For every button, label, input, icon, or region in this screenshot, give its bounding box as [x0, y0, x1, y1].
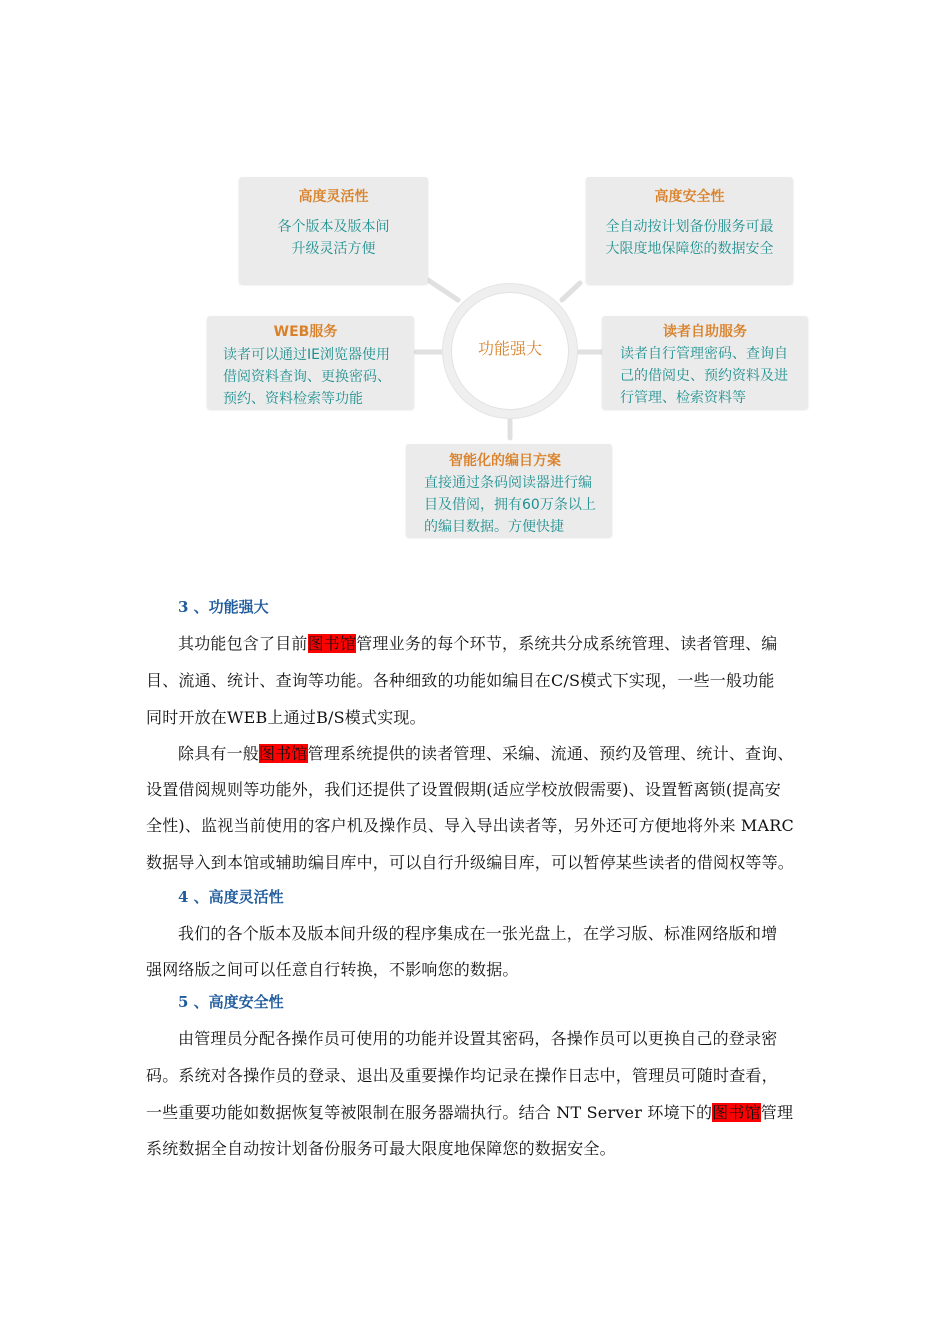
- paragraph-line: 除具有一般图书馆管理系统提供的读者管理、采编、流通、预约及管理、统计、查询、: [178, 744, 794, 763]
- box-text: 全自动按计划备份服务可最 大限度地保障您的数据安全: [605, 219, 774, 257]
- box-web-service: [207, 316, 414, 409]
- box-title: 高度安全性: [654, 189, 725, 205]
- paragraph-line: 数据导入到本馆或辅助编目库中，可以自行升级编目库，可以暂停某些读者的借阅权等等。: [146, 853, 795, 872]
- box-title: 高度灵活性: [298, 189, 369, 205]
- feature-diagram: [0, 0, 950, 560]
- paragraph-line: 一些重要功能如数据恢复等被限制在服务器端执行。结合 NT Server 环境下的图书馆管理: [146, 1103, 794, 1122]
- spoke-top-left: [428, 280, 458, 300]
- highlight-term: 图书馆: [712, 1103, 761, 1122]
- paragraph-line: 全性)、监视当前使用的客户机及操作员、导入导出读者等，另外还可方便地将外来 MARC: [146, 816, 794, 835]
- box-text: 直接通过条码阅读器进行编 目及借阅，拥有60万条以上 的编目数据。方便快捷: [424, 475, 596, 535]
- box-text: 各个版本及版本间 升级灵活方便: [277, 219, 390, 257]
- box-smart-cataloging: [406, 444, 612, 537]
- paragraph-line: 设置借阅规则等功能外，我们还提供了设置假期(适应学校放假需要)、设置暂离锁(提高安: [146, 780, 781, 799]
- box-text: 读者自行管理密码、查询自 己的借阅史、预约资料及进 行管理、检索资料等: [620, 346, 788, 406]
- paragraph-line: 我们的各个版本及版本间升级的程序集成在一张光盘上，在学习版、标准网络版和增: [178, 924, 778, 943]
- spoke-top-right: [562, 283, 580, 300]
- paragraph-line: 其功能包含了目前图书馆管理业务的每个环节，系统共分成系统管理、读者管理、编: [178, 634, 778, 653]
- section-heading-5: 5 、高度安全性: [178, 993, 284, 1011]
- paragraph-line: 由管理员分配各操作员可使用的功能并设置其密码，各操作员可以更换自己的登录密: [178, 1029, 778, 1048]
- paragraph-line: 系统数据全自动按计划备份服务可最大限度地保障您的数据安全。: [146, 1139, 616, 1158]
- section-heading-3: 3 、功能强大: [178, 598, 269, 616]
- paragraph-line: 码。系统对各操作员的登录、退出及重要操作均记录在操作日志中，管理员可随时查看，: [146, 1066, 778, 1085]
- hub-label: 功能强大: [477, 339, 542, 358]
- box-title: 智能化的编目方案: [449, 453, 561, 469]
- paragraph-line: 目、流通、统计、查询等功能。各种细致的功能如编目在C/S模式下实现，一些一般功能: [146, 671, 775, 690]
- box-title: 读者自助服务: [663, 324, 747, 340]
- box-flexibility: [239, 177, 428, 284]
- highlight-term: 图书馆: [259, 744, 308, 763]
- box-text: 读者可以通过IE浏览器使用 借阅资料查询、更换密码、 预约、资料检索等功能: [223, 347, 391, 407]
- box-reader-self-service: [602, 316, 808, 409]
- paragraph-line: 强网络版之间可以任意自行转换，不影响您的数据。: [146, 960, 519, 979]
- box-title: WEB服务: [273, 324, 338, 340]
- paragraph-line: 同时开放在WEB上通过B/S模式实现。: [146, 708, 426, 727]
- section-heading-4: 4 、高度灵活性: [178, 888, 284, 906]
- box-security: [586, 177, 793, 284]
- highlight-term: 图书馆: [307, 634, 357, 653]
